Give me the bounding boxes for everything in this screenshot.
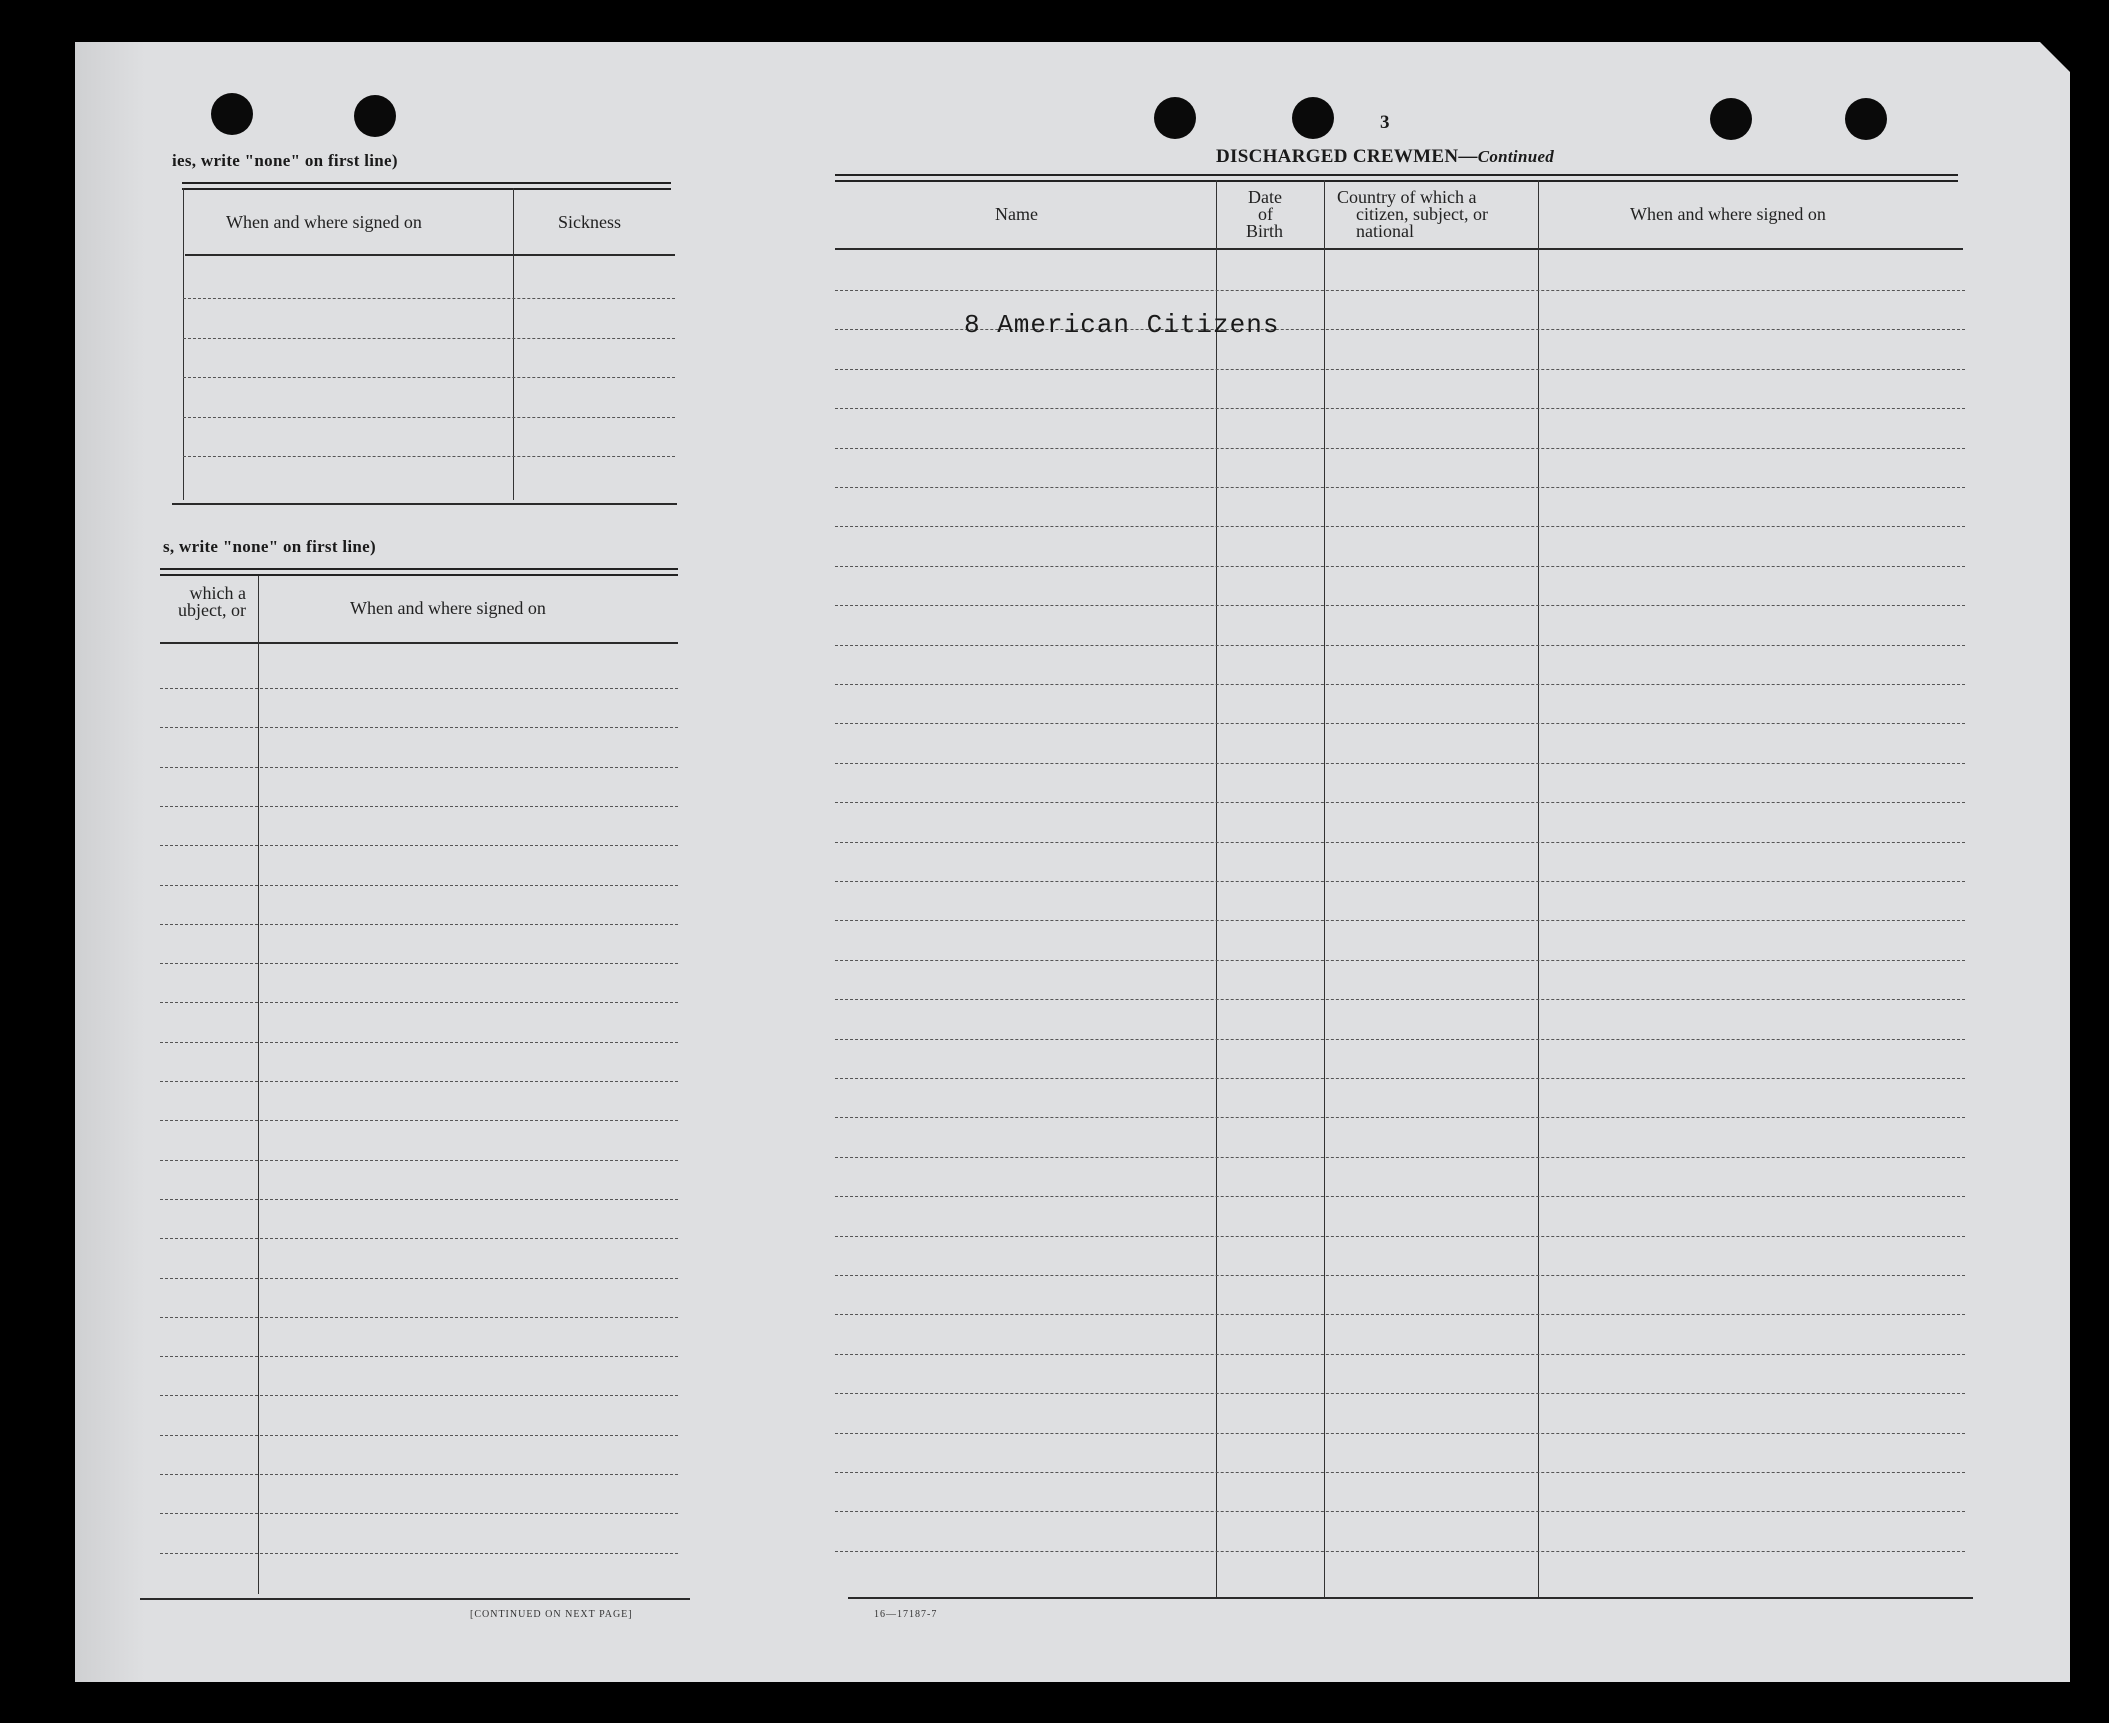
ruled-line [835,408,1965,409]
ruled-line [160,806,678,807]
ruled-line [835,1314,1965,1315]
table-bottom-rule [172,503,677,505]
ruled-line [835,605,1965,606]
ruled-line [835,960,1965,961]
ruled-line [835,1157,1965,1158]
document-page [75,42,2070,1682]
ruled-line [183,377,675,378]
ruled-line [160,845,678,846]
continued-note: [CONTINUED ON NEXT PAGE] [470,1609,633,1620]
ruled-line [835,1393,1965,1394]
col-header-dob-1: Date [1248,187,1282,207]
header-rule [185,254,675,256]
col-header-signed-on: When and where signed on [226,212,422,232]
page-corner [2040,42,2070,72]
left-top-instruction: ies, write "none" on first line) [172,151,398,170]
ruled-line [835,1236,1965,1237]
col-header-dob-3: Birth [1246,221,1284,241]
section-title [1216,146,1554,168]
section-title-main: DISCHARGED CREWMEN— [1216,146,1478,167]
ruled-line [835,999,1965,1000]
left-bottom-rule [160,568,678,576]
ruled-line [160,1238,678,1239]
typed-entry: 8 American Citizens [964,310,1280,340]
ruled-line [835,1078,1965,1079]
ruled-line [160,688,678,689]
ruled-line [160,1317,678,1318]
ruled-line [160,727,678,728]
ruled-line [835,723,1965,724]
column-rule [1324,180,1325,1597]
form-code: 16—17187-7 [874,1609,938,1620]
ruled-line [160,1435,678,1436]
ruled-line [160,767,678,768]
page-number: 3 [1380,112,1390,133]
ruled-line [160,924,678,925]
ruled-line [160,1160,678,1161]
ruled-line [160,1553,678,1554]
ruled-line [835,448,1965,449]
ruled-line [835,881,1965,882]
ruled-line [160,963,678,964]
ruled-line [160,1002,678,1003]
page-fold-shadow [75,42,145,1682]
ruled-line [835,487,1965,488]
ruled-line [835,566,1965,567]
left-bottom-instruction: s, write "none" on first line) [163,537,376,556]
ruled-line [835,1117,1965,1118]
ruled-line [835,684,1965,685]
column-rule [513,188,514,500]
ruled-line [835,802,1965,803]
ruled-line [835,645,1965,646]
ruled-line [835,1551,1965,1552]
ruled-line [160,1356,678,1357]
ruled-line [160,1278,678,1279]
col-header-country-1: which a [189,583,246,603]
ruled-line [835,842,1965,843]
ruled-line [835,1039,1965,1040]
col-header-signed-on-2: When and where signed on [350,598,546,618]
ruled-line [835,763,1965,764]
ruled-line [160,1395,678,1396]
ruled-line [160,1120,678,1121]
col-header-country-c: national [1356,221,1414,241]
col-header-country-a: Country of which a [1337,187,1477,207]
header-rule [160,642,678,644]
ruled-line [835,1275,1965,1276]
ruled-line [835,369,1965,370]
col-header-signed-on-3: When and where signed on [1630,204,1826,224]
ruled-line [835,1472,1965,1473]
ruled-line [160,1081,678,1082]
col-header-name: Name [995,204,1038,224]
ruled-line [835,1433,1965,1434]
column-rule [258,576,259,1594]
ruled-line [183,298,675,299]
column-rule [183,188,184,500]
punch-hole [211,93,253,135]
column-rule [1538,180,1539,1597]
ruled-line [160,1513,678,1514]
ruled-line [835,1196,1965,1197]
ruled-line [835,1354,1965,1355]
ruled-line [160,885,678,886]
col-header-dob-2: of [1258,204,1273,224]
ruled-line [835,920,1965,921]
punch-hole [1154,97,1196,139]
ruled-line [183,417,675,418]
ruled-line [160,1042,678,1043]
ruled-line [160,1199,678,1200]
col-header-country-2: ubject, or [178,600,246,620]
col-header-country-b: citizen, subject, or [1356,204,1488,224]
right-top-rule [835,174,1958,182]
ruled-line [160,1474,678,1475]
col-header-sickness: Sickness [558,212,621,232]
punch-hole [1292,97,1334,139]
punch-hole [1845,98,1887,140]
section-title-suffix: Continued [1477,147,1555,166]
table-bottom-rule [140,1598,690,1600]
table-bottom-rule [848,1597,1973,1599]
ruled-line [835,1511,1965,1512]
column-rule [1216,180,1217,1597]
header-rule [835,248,1963,250]
ruled-line [835,290,1965,291]
ruled-line [835,526,1965,527]
ruled-line [183,456,675,457]
left-top-rule [182,182,671,190]
ruled-line [183,338,675,339]
punch-hole [1710,98,1752,140]
punch-hole [354,95,396,137]
